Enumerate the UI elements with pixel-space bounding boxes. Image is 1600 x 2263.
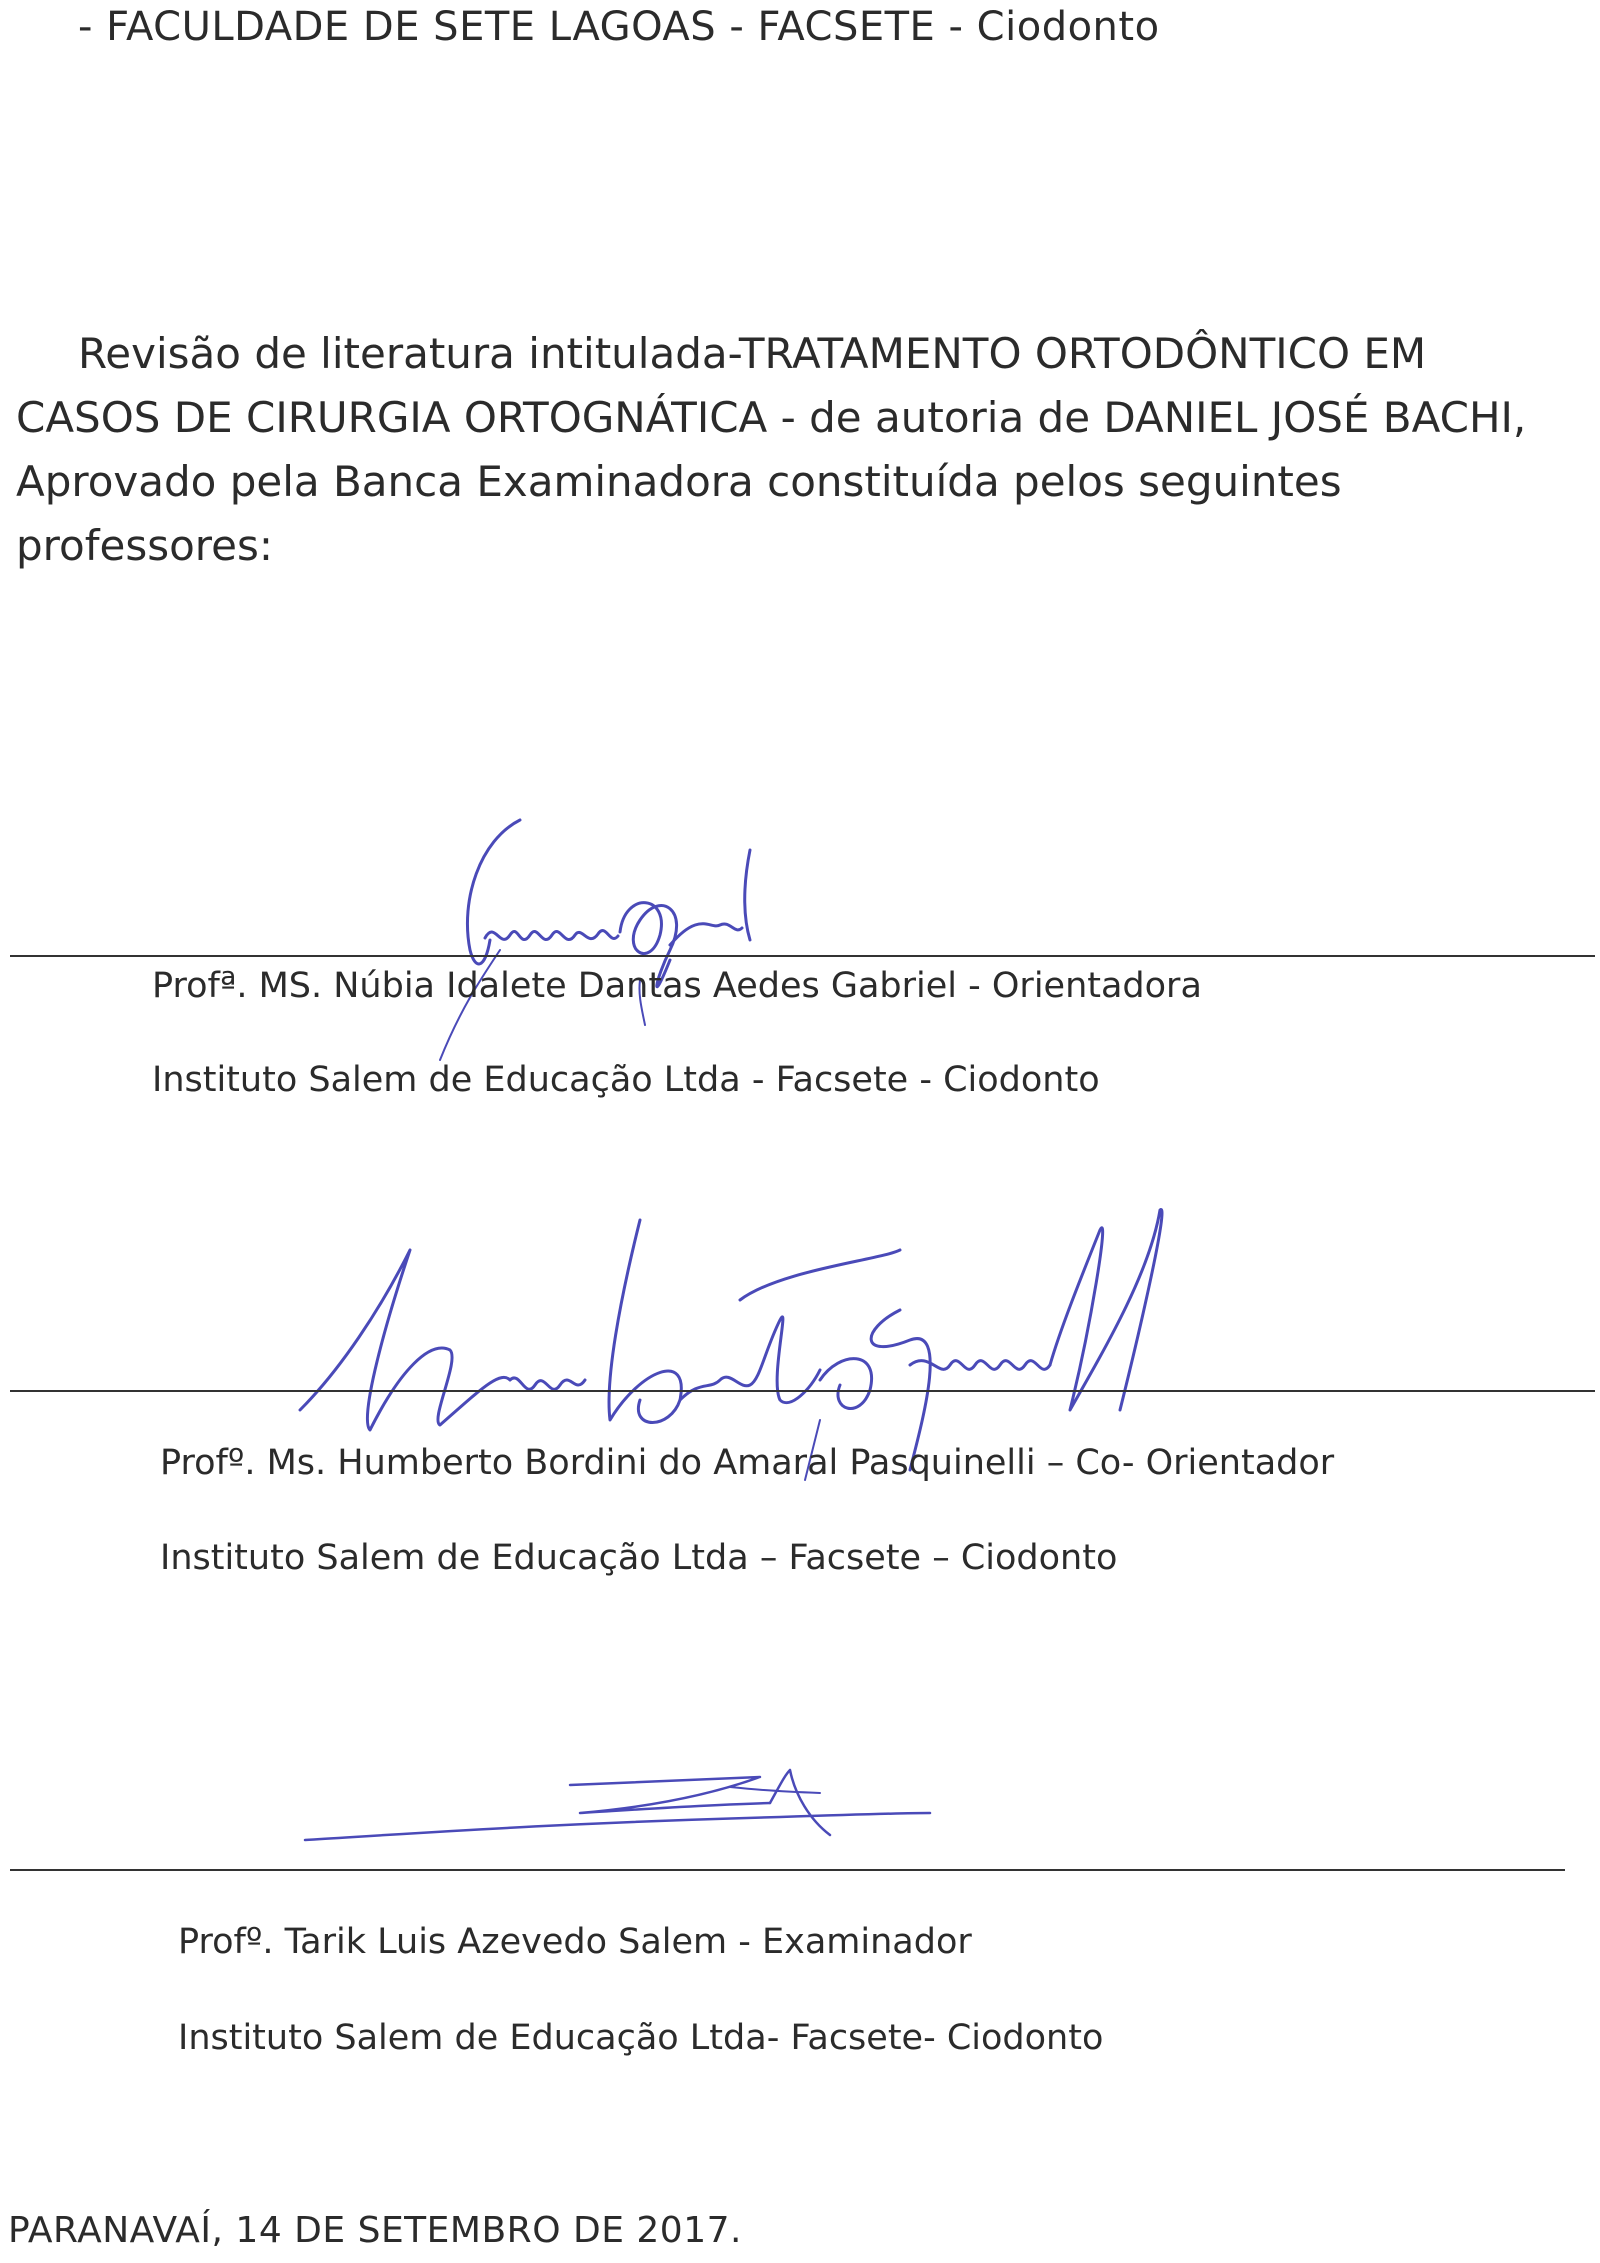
examiner-1-name: Profª. MS. Núbia Idalete Dantas Aedes Gabriel - Orientadora — [152, 966, 1202, 1006]
examiner-2-institution: Instituto Salem de Educação Ltda – Facsete – Ciodonto — [160, 1538, 1118, 1578]
statement-line-4: professores: — [16, 521, 274, 570]
statement-line-1: Revisão de literatura intitulada-TRATAMENTO ORTODÔNTICO EM — [78, 329, 1427, 378]
examiner-3-name: Profº. Tarik Luis Azevedo Salem - Examinador — [178, 1922, 972, 1962]
examiner-2-name: Profº. Ms. Humberto Bordini do Amaral Pasquinelli – Co- Orientador — [160, 1443, 1335, 1483]
statement-line-3: Aprovado pela Banca Examinadora constituída pelos seguintes — [16, 457, 1342, 506]
examiner-1-institution: Instituto Salem de Educação Ltda - Facsete - Ciodonto — [152, 1060, 1100, 1100]
approval-statement — [16, 322, 1596, 578]
examiner-3-institution: Instituto Salem de Educação Ltda- Facsete- Ciodonto — [178, 2018, 1104, 2058]
institution-header: - FACULDADE DE SETE LAGOAS - FACSETE - Ciodonto — [78, 4, 1160, 50]
signature-line-2 — [10, 1390, 1595, 1392]
signature-3 — [300, 1765, 940, 1875]
signature-1 — [370, 810, 830, 1070]
signature-line-1 — [10, 955, 1595, 957]
statement-line-2: CASOS DE CIRURGIA ORTOGNÁTICA - de autoria de DANIEL JOSÉ BACHI, — [16, 393, 1527, 442]
signature-line-3 — [10, 1869, 1565, 1871]
date-line: PARANAVAÍ, 14 DE SETEMBRO DE 2017. — [8, 2210, 742, 2251]
